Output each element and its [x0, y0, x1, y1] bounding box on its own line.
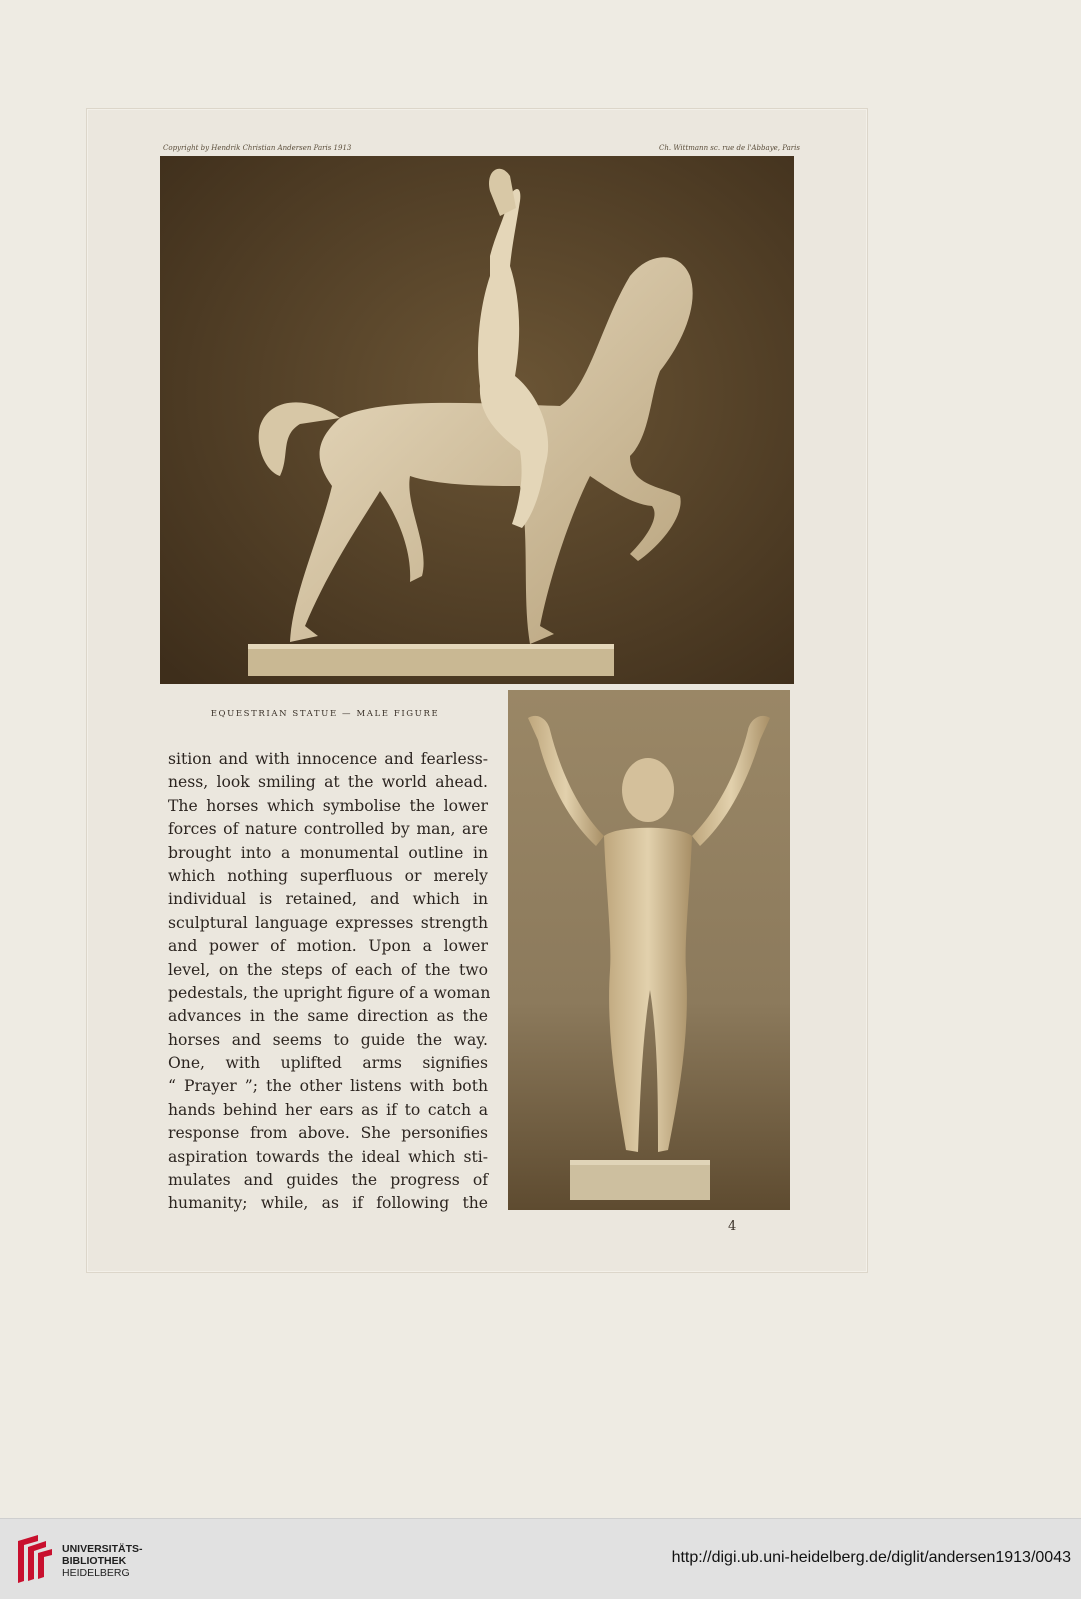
body-line: response from above. She personifies	[168, 1124, 488, 1143]
body-line: The horses which symbolise the lower	[168, 796, 488, 815]
female-figure-photo	[508, 690, 790, 1210]
library-name-line3: HEIDELBERG	[62, 1567, 130, 1579]
body-line: individual is retained, and which in	[168, 890, 488, 909]
library-name	[62, 1543, 143, 1579]
body-line: advances in the same direction as the	[168, 1007, 488, 1026]
body-line: forces of nature controlled by man, are	[168, 820, 488, 839]
body-line: which nothing superfluous or merely	[168, 866, 488, 885]
body-line: sculptural language expresses strength	[168, 913, 488, 932]
library-logo-icon	[12, 1533, 54, 1585]
body-line: aspiration towards the ideal which sti-	[168, 1147, 488, 1166]
body-text	[168, 748, 491, 1216]
library-footer	[0, 1518, 1081, 1599]
body-line: and power of motion. Upon a lower	[168, 937, 488, 956]
body-line: hands behind her ears as if to catch a	[168, 1100, 488, 1119]
body-line: pedestals, the upright figure of a woman	[168, 983, 491, 1002]
library-name-line2: BIBLIOTHEK	[62, 1555, 127, 1567]
equestrian-statue-photo	[160, 156, 794, 684]
body-line: sition and with innocence and fearless-	[168, 750, 488, 768]
body-line: mulates and guides the progress of	[168, 1171, 488, 1190]
body-line: ness, look smiling at the world ahead.	[168, 773, 488, 792]
body-line: horses and seems to guide the way.	[168, 1030, 488, 1049]
top-photo-caption: EQUESTRIAN STATUE — MALE FIGURE	[210, 709, 440, 719]
body-line: brought into a monumental outline in	[168, 843, 488, 862]
engraver-credit: Ch. Wittmann sc. rue de l'Abbaye, Paris	[659, 144, 800, 152]
body-line: One, with uplifted arms signifies	[168, 1054, 488, 1073]
body-line: humanity; while, as if following the	[168, 1194, 488, 1213]
body-line: “ Prayer ”; the other listens with both	[168, 1077, 488, 1096]
page-number: 4	[728, 1219, 737, 1234]
document-url-link[interactable]: http://digi.ub.uni-heidelberg.de/diglit/andersen1913/0043	[671, 1549, 1071, 1566]
body-line: level, on the steps of each of the two	[168, 960, 488, 979]
library-name-line1: UNIVERSITÄTS-	[62, 1543, 143, 1555]
copyright-credit: Copyright by Hendrik Christian Andersen Paris 1913	[163, 144, 352, 152]
